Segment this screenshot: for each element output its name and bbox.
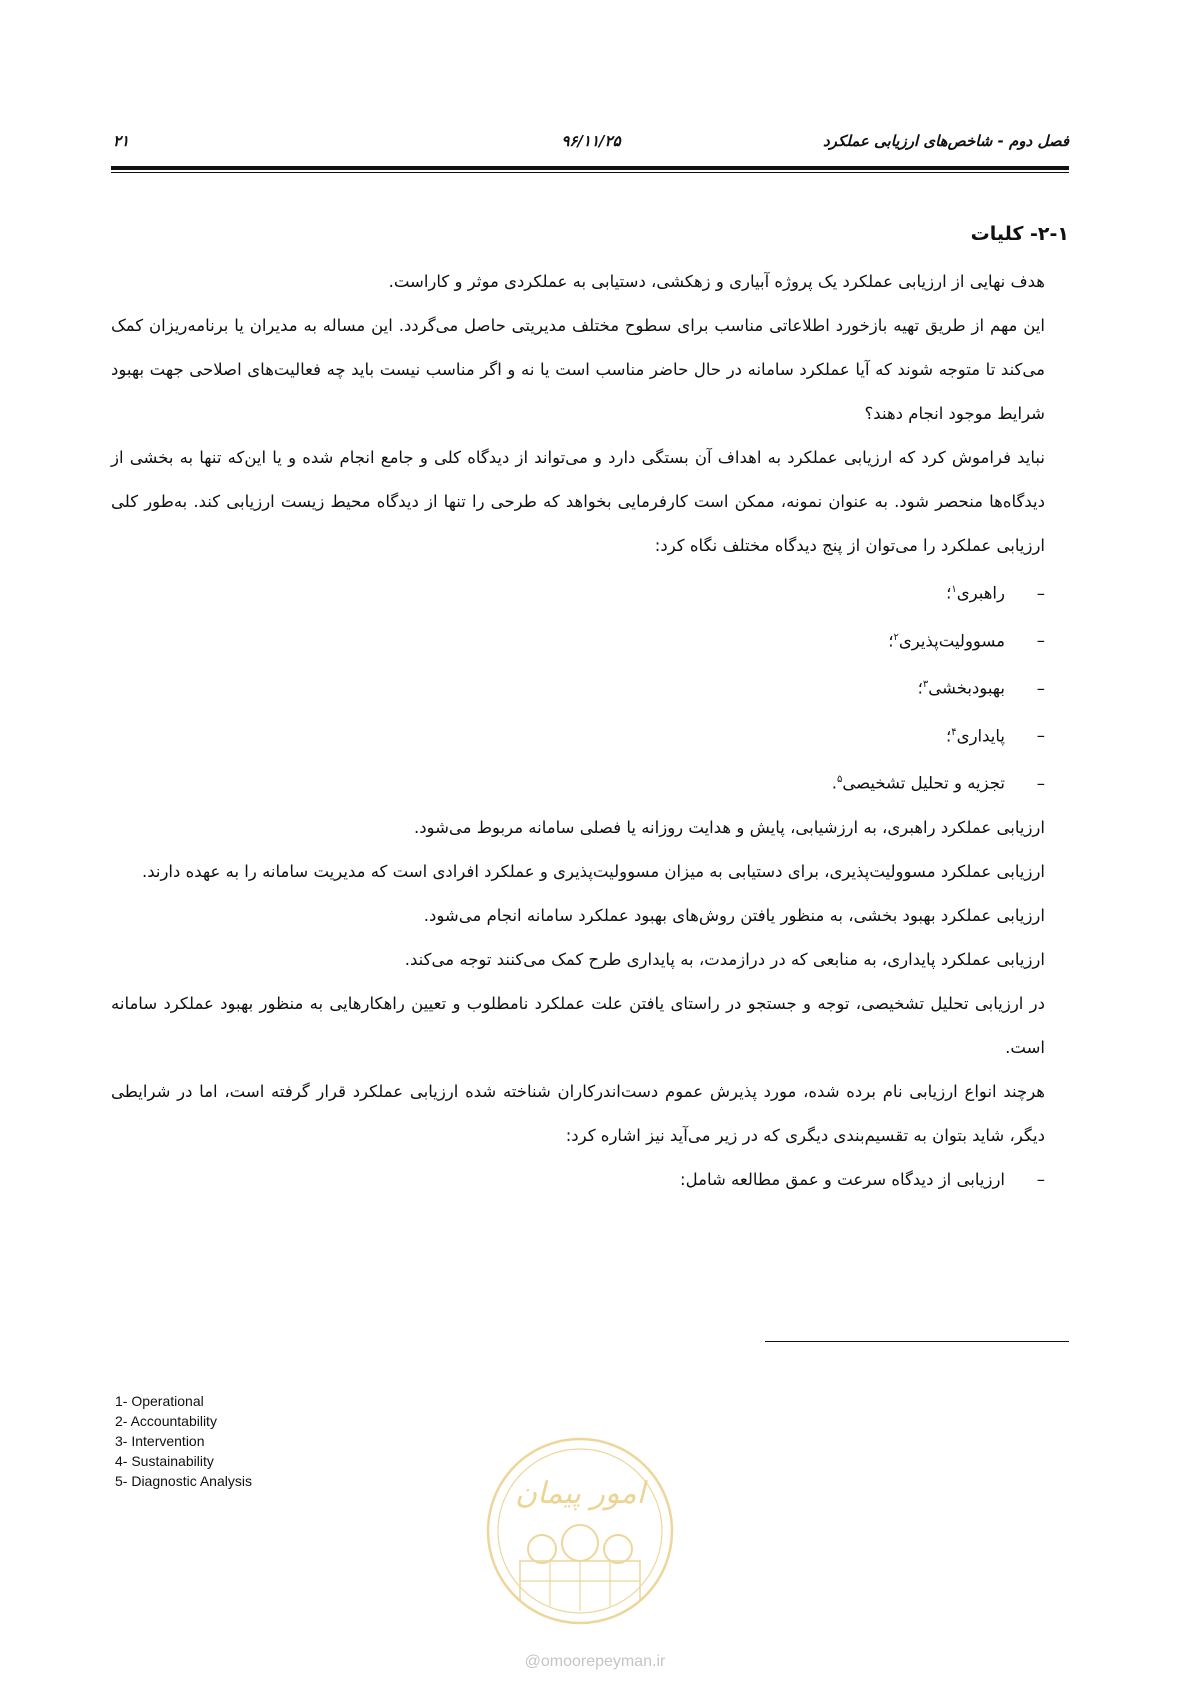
list-item [111,616,1045,664]
list-item-text: تجزیه و تحلیل تشخیصی [842,773,1005,793]
paragraph: ارزیابی عملکرد بهبود بخشی، به منظور یافتن روش‌های بهبود عملکرد سامانه انجام می‌شود. [423,905,1045,925]
chapter-title: فصل دوم - شاخص‌های ارزیابی عملکرد [823,132,1069,150]
list-item-text: ارزیابی از دیدگاه سرعت و عمق مطالعه شامل: [680,1169,1005,1189]
running-header [113,132,1069,154]
paragraph: نباید فراموش کرد که ارزیابی عملکرد به اهداف آن بستگی دارد و می‌تواند از دیدگاه کلی و جامع انجام شده و یا این‌که تنها به بخشی از دیدگاه‌ها منحصر شود. به عنوان نمونه، ممکن است کارفرمایی بخواهد که طرحی را تنها از دیدگاه محیط زیست ارزیابی کند. به‌طور کلی ارزیابی عملکرد را می‌توان از پنج دیدگاه مختلف نگاه کرد: [111,448,1045,555]
list-item [111,758,1045,806]
list-dash: – [1036,678,1045,698]
header-rule-thick [111,166,1069,170]
section-title: ۲-۱- کلیات [970,223,1069,245]
footnotes [115,1391,515,1491]
header-date: ۹۶/۱۱/۲۵ [561,132,621,150]
list-item-end: ؛ [888,631,894,650]
page-number: ۲۱ [113,132,130,150]
list-item-text: بهبودبخشی [928,678,1005,698]
paragraph: ارزیابی عملکرد راهبری، به ارزشیابی، پایش و هدایت روزانه یا فصلی سامانه مربوط می‌شود. [413,817,1045,837]
watermark-site: @omoorepeyman.ir [524,1653,666,1670]
main-content [111,214,1069,1202]
paragraph: این مهم از طریق تهیه بازخورد اطلاعاتی مناسب برای سطوح مختلف مدیریتی حاصل می‌گردد. این مساله به مدیران یا برنامه‌ریزان کمک می‌کند تا متوجه شوند که آیا عملکرد سامانه در حال حاضر مناسب است یا نه و اگر مناسب نیست باید چه فعالیت‌های اصلاحی جهت بهبود شرایط موجود انجام دهند؟ [111,316,1045,423]
footnote: 3- Intervention [115,1433,205,1449]
list-item-text: مسوولیت‌پذیری [898,631,1005,650]
paragraph: ارزیابی عملکرد مسوولیت‌پذیری، برای دستیابی به میزان مسوولیت‌پذیری و عملکرد افرادی است که مدیریت سامانه را به عهده دارند. [141,861,1045,881]
footnote: 1- Operational [115,1393,204,1409]
footnote-ref: ۳ [922,679,929,690]
footnote-ref: ۴ [951,726,957,738]
list-dash: – [1036,583,1045,603]
list-dash: – [1036,726,1045,745]
watermark-logo [480,1431,680,1635]
footnote: 2- Accountability [115,1413,217,1429]
watermark-logo-text: امور پیمان [515,1476,645,1511]
list-item [111,1158,1045,1202]
list-dash: – [1036,1169,1045,1189]
list-item-text: راهبری [956,583,1005,603]
footnote: 4- Sustainability [115,1453,214,1469]
paragraph: هرچند انواع ارزیابی نام برده شده، مورد پذیرش عموم دست‌اندرکاران شناخته شده ارزیابی عملکرد قرار گرفته است، اما در شرایطی دیگر، شاید بتوان به تقسیم‌بندی دیگری که در زیر می‌آید نیز اشاره کرد: [111,1081,1045,1145]
footnote: 5- Diagnostic Analysis [115,1473,252,1489]
list-item-end: ؛ [946,726,952,745]
paragraph: ارزیابی عملکرد پایداری، به منابعی که در درازمدت، به پایداری طرح کمک می‌کنند توجه می‌کند. [404,949,1045,969]
classification-list [111,1158,1069,1202]
list-item-end: ؛ [946,583,952,603]
list-item-text: پایداری [956,726,1005,745]
footnote-separator [765,1341,1069,1342]
paragraph: در ارزیابی تحلیل تشخیصی، توجه و جستجو در راستای یافتن علت عملکرد نامطلوب و تعیین راهکارهایی به منظور بهبود عملکرد سامانه است. [111,993,1045,1057]
footnote-ref: ۱ [951,584,957,595]
list-dash: – [1036,773,1045,793]
watermark-url: omoorepeyman.ir [540,1653,666,1670]
list-item-end: . [831,773,837,793]
perspectives-list [111,568,1069,806]
list-item-end: ؛ [917,678,923,698]
paragraph: هدف نهایی از ارزیابی عملکرد یک پروژه آبیاری و زهکشی، دستیابی به عملکردی موثر و کاراست. [388,272,1045,291]
footnote-ref: ۵ [836,774,843,785]
footnote-ref: ۲ [893,631,899,643]
header-rule-thin [111,172,1069,173]
list-item [111,568,1045,616]
list-item [111,663,1045,711]
list-dash: – [1036,631,1045,650]
list-item [111,711,1045,759]
